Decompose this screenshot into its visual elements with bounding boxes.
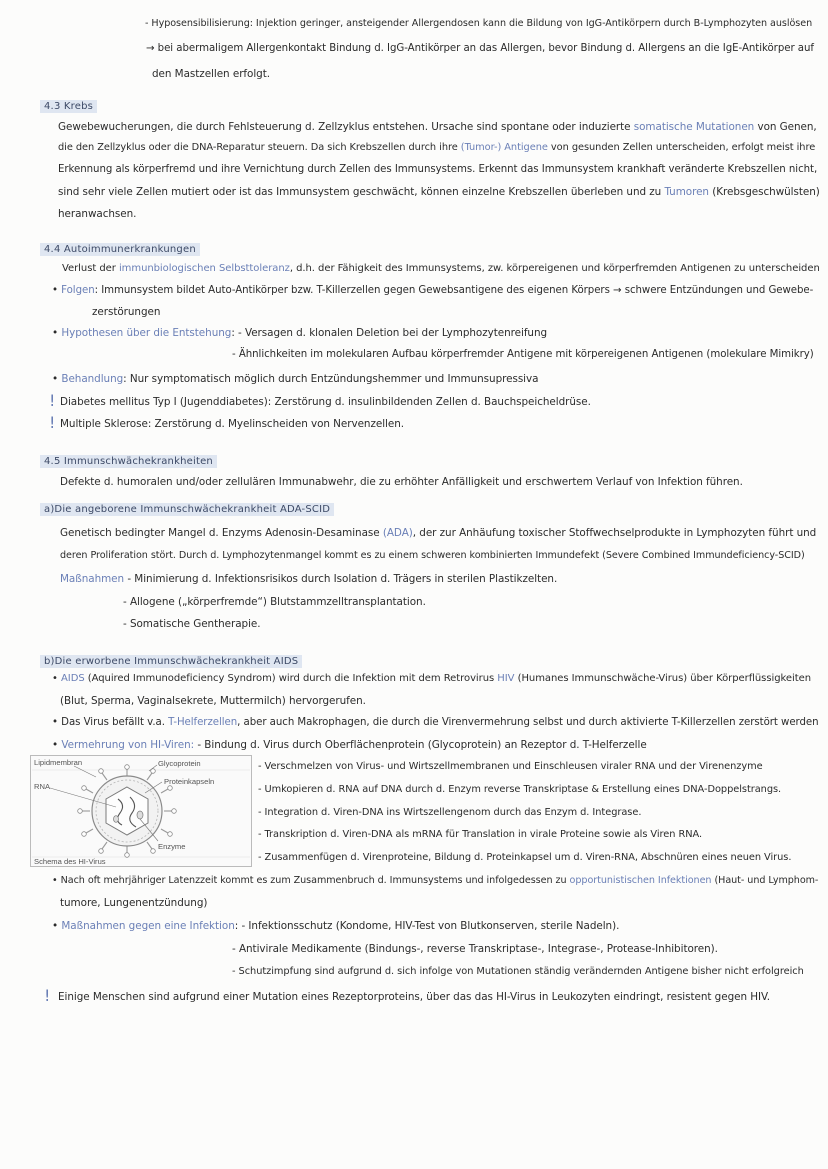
intro-line-3: den Mastzellen erfolgt. (152, 68, 270, 80)
intro-line-1: - Hyposensibilisierung: Injektion geringer, ansteigender Allergendosen kann die Bildung von IgG-Antikörpern durch B-Lymphozyten auslösen (145, 18, 813, 29)
hiv-schema-diagram (30, 755, 252, 867)
aids-line-2: (Blut, Sperma, Vaginalsekrete, Muttermilch) hervorgerufen. (60, 695, 366, 707)
label-rna: RNA (34, 782, 51, 791)
enzyme-blob (137, 811, 143, 819)
krebs-line-1: Gewebewucherungen, die durch Fehlsteuerung d. Zellzyklus entstehen. Ursache sind spontane oder induzierte somatische Mutationen von Genen, (58, 121, 817, 133)
immun-line-1: Defekte d. humoralen und/oder zellulären Immunabwehr, die zu erhöhter Anfälligkeit und erschwertem Verlauf von Infektion führen. (60, 476, 743, 488)
aids-final: Einige Menschen sind aufgrund einer Mutation eines Rezeptorproteins, über das das HI-Virus in Leukozyten eindringt, resistent gegen HIV. (58, 991, 770, 1003)
term-t-helferzellen: T-Helferzellen (168, 717, 238, 728)
label-glycoprotein: Glycoprotein (158, 759, 201, 768)
krebs-line-5: heranwachsen. (58, 208, 137, 220)
label-behandlung: Behandlung (61, 373, 124, 385)
term-tumoren: Tumoren (664, 186, 709, 198)
vermehrung-step-6: - Zusammenfügen d. Virenproteine, Bildung d. Proteinkapsel um d. Viren-RNA, Abschnüren eines neuen Virus. (258, 852, 792, 863)
bullet: • (52, 285, 58, 296)
scid-line-1: Genetisch bedingter Mangel d. Enzyms Adenosin-Desaminase (ADA), der zur Anhäufung toxischer Stoffwechselprodukte in Lymphozyten führt und (60, 527, 817, 539)
auto-diabetes: Diabetes mellitus Typ I (Jugenddiabetes): Zerstörung d. insulinbildenden Zellen d. Bauchspeicheldrüse. (60, 396, 591, 408)
term-opportunistische-infektionen: opportunistischen Infektionen (569, 875, 712, 886)
label-folgen: Folgen (61, 285, 95, 296)
auto-behandlung: • Behandlung: Nur symptomatisch möglich durch Entzündungshemmer und Immunsupressiva (52, 373, 539, 385)
aids-line-3: • Das Virus befällt v.a. T-Helferzellen, aber auch Makrophagen, die durch die Virenvermehrung selbst und durch aktivierte T-Killerzellen zerstört werden (52, 717, 819, 728)
auto-line-1: Verlust der immunbiologischen Selbsttoleranz, d.h. der Fähigkeit des Immunsystems, zw. körpereigenen und körperfremden Antigenen zu unterscheiden (62, 263, 820, 274)
auto-ms: Multiple Sklerose: Zerstörung d. Myelinscheiden von Nervenzellen. (60, 418, 404, 430)
section-heading-immunschwaeche: 4.5 Immunschwächekrankheiten (40, 455, 217, 468)
bullet: • (52, 673, 58, 684)
warning-mark: ! (49, 413, 56, 432)
aids-massnahme-2: - Antivirale Medikamente (Bindungs-, reverse Transkriptase-, Integrase-, Protease-Inhibitoren). (232, 943, 718, 955)
krebs-line-3: Erkennung als körperfremd und ihre Vernichtung durch Zellen des Immunsystems. Erkennt das Immunsystem krankhaft veränderte Krebszellen nicht, (58, 164, 818, 175)
bullet: • (52, 717, 58, 728)
scid-line-2: deren Proliferation stört. Durch d. Lymphozytenmangel kommt es zu einem schweren kombinierten Immundefekt (Severe Combined Immundeficiency-SCID) (60, 550, 805, 561)
warning-mark: ! (44, 986, 51, 1005)
label-vermehrung: Vermehrung von HI-Viren: (61, 739, 195, 751)
aids-latenz: • Nach oft mehrjähriger Latenzzeit kommt es zum Zusammenbruch d. Immunsystems und infolgedessen zu opportunistischen Infektionen (Haut- und Lymphom- (52, 875, 819, 886)
bullet: • (52, 327, 59, 339)
term-tumor-antigene: (Tumor-) Antigene (460, 142, 548, 153)
scid-massnahme-3: - Somatische Gentherapie. (123, 618, 261, 630)
label-hypothesen: Hypothesen über die Entstehung (61, 327, 232, 339)
intro-line-2: → bei abermaligem Allergenkontakt Bindung d. IgG-Antikörper an das Allergen, bevor Bindung d. Allergens an die IgE-Antikörper auf (146, 43, 814, 54)
aids-massnahme-3: - Schutzimpfung sind aufgrund d. sich infolge von Mutationen ständig verändernden Antigene bisher nicht erfolgreich (232, 966, 804, 977)
label-proteinkapseln: Proteinkapseln (164, 777, 215, 786)
diagram-caption: Schema des HI-Virus (34, 857, 106, 866)
aids-massnahmen: • Maßnahmen gegen eine Infektion: - Infektionsschutz (Kondome, HIV-Test von Blutkonserven, sterile Nadeln). (52, 920, 620, 932)
scid-massnahme-2: - Allogene („körperfremde“) Blutstammzelltransplantation. (123, 596, 426, 608)
warning-mark: ! (49, 391, 56, 410)
label-enzyme: Enzyme (158, 842, 186, 851)
krebs-line-2: die den Zellzyklus oder die DNA-Reparatur steuern. Da sich Krebszellen durch ihre (Tumor-) Antigene von gesunden Zellen unterscheiden, erfolgt meist ihre (58, 142, 816, 153)
label-lipidmembran: Lipidmembran (34, 758, 83, 767)
vermehrung-step-5: - Transkription d. Viren-DNA als mRNA für Translation in virale Proteine sowie als Viren RNA. (258, 829, 703, 840)
section-heading-autoimmun: 4.4 Autoimmunerkrankungen (40, 243, 200, 256)
bullet: • (52, 875, 58, 886)
term-ada: (ADA) (382, 527, 413, 539)
auto-hypothese-2: - Ähnlichkeiten im molekularen Aufbau körperfremder Antigene mit körpereigenen Antigenen (molekulare Mimikry) (232, 349, 814, 360)
term-selbsttoleranz: immunbiologischen Selbsttoleranz (118, 263, 290, 274)
auto-hypothesen: • Hypothesen über die Entstehung: - Versagen d. klonalen Deletion bei der Lymphozytenreifung (52, 327, 548, 339)
bullet: • (52, 373, 59, 385)
term-aids: AIDS (61, 673, 85, 684)
label-massnahmen: Maßnahmen (60, 573, 125, 585)
enzyme-blob (114, 816, 119, 823)
vermehrung-step-4: - Integration d. Viren-DNA ins Wirtszellengenom durch das Enzym d. Integrase. (258, 807, 642, 818)
subsection-heading-aids: b)Die erworbene Immunschwächekrankheit AIDS (40, 655, 302, 668)
vermehrung-step-3: - Umkopieren d. RNA auf DNA durch d. Enzym reverse Transkriptase & Erstellung eines DNA-Doppelstrangs. (258, 784, 782, 795)
subsection-heading-scid: a)Die angeborene Immunschwächekrankheit ADA-SCID (40, 503, 334, 516)
aids-line-1: • AIDS (Aquired Immunodeficiency Syndrom) wird durch die Infektion mit dem Retrovirus HIV (Humanes Immunschwäche-Virus) über Körperflüssigkeiten (52, 673, 812, 684)
bullet: • (52, 739, 59, 751)
term-hiv: HIV (497, 673, 515, 684)
scid-massnahmen: Maßnahmen - Minimierung d. Infektionsrisikos durch Isolation d. Trägers in sterilen Plastikzelten. (60, 573, 558, 585)
aids-latenz-cont: tumore, Lungenentzündung) (60, 897, 208, 909)
bullet: • (52, 920, 59, 932)
aids-vermehrung: • Vermehrung von HI-Viren: - Bindung d. Virus durch Oberflächenprotein (Glycoprotein) an Rezeptor d. T-Helferzelle (52, 739, 647, 751)
section-heading-krebs: 4.3 Krebs (40, 100, 97, 113)
auto-folgen: • Folgen: Immunsystem bildet Auto-Antikörper bzw. T-Killerzellen gegen Gewebsantigene des eigenen Körpers → schwere Entzündungen und Gewebe- (52, 285, 814, 296)
term-somatic-mutations: somatische Mutationen (633, 121, 755, 133)
krebs-line-4: sind sehr viele Zellen mutiert oder ist das Immunsystem geschwächt, können einzelne Krebszellen überleben und zu Tumoren (Krebsgeschwülsten) (58, 186, 820, 198)
vermehrung-step-2: - Verschmelzen von Virus- und Wirtszellmembranen und Einschleusen viraler RNA und der Virenenzyme (258, 761, 763, 772)
label-massnahmen-infektion: Maßnahmen gegen eine Infektion (61, 920, 235, 932)
auto-folgen-cont: zerstörungen (92, 306, 161, 318)
